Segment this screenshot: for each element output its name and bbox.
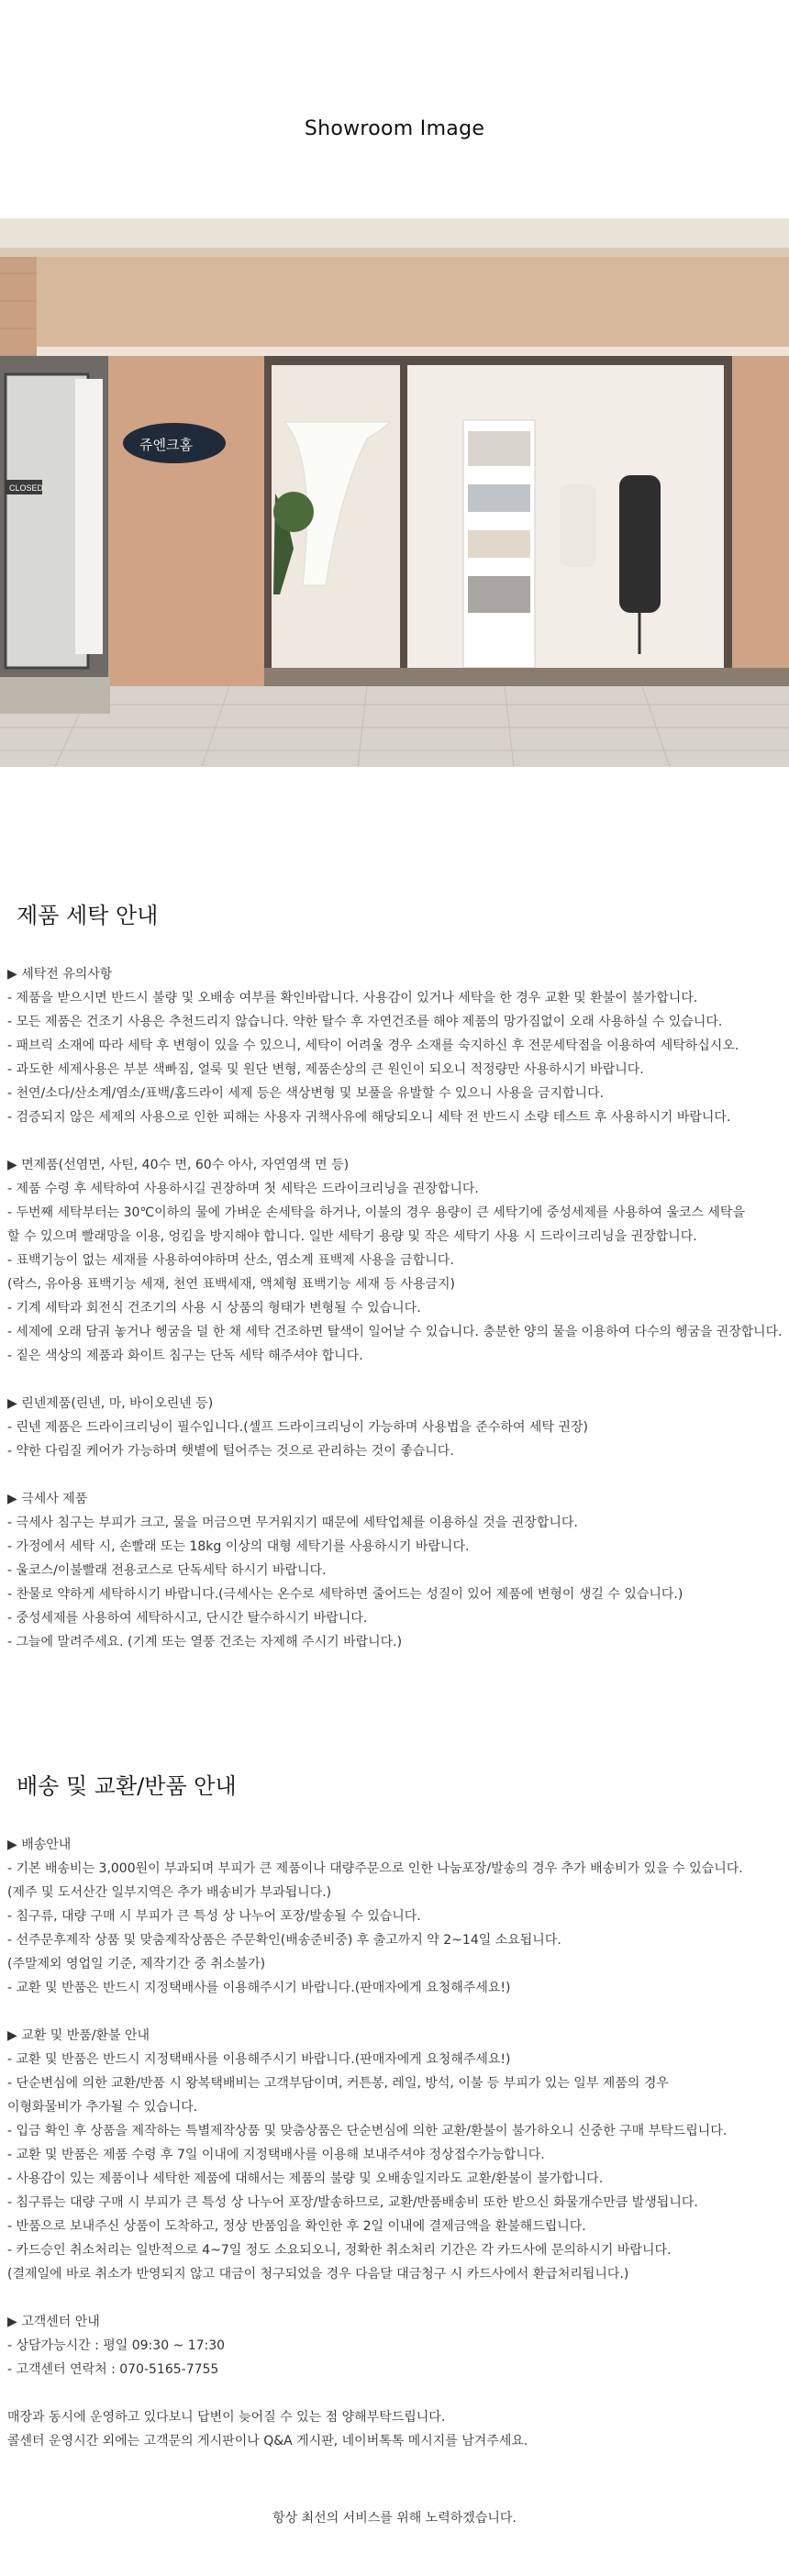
group-heading: ▶ 세탁전 유의사항 — [7, 967, 113, 982]
info-line: - 고객센터 연락처 : 070-5165-7755 — [7, 2362, 219, 2377]
shipping-guide-body — [7, 1833, 782, 2477]
info-line: 콜센터 운영시간 외에는 고객문의 게시판이나 Q&A 게시판, 네이버톡톡 메시지를 남겨주세요. — [7, 2434, 528, 2448]
info-group — [7, 2405, 782, 2453]
info-line: 할 수 있으며 빨래망을 이용, 엉킴을 방지해야 합니다. 일반 세탁기 용량 및 작은 세탁기 사용 시 드라이크리닝을 권장합니다. — [7, 1229, 697, 1244]
info-line: - 표백기능이 없는 세재를 사용하여야하며 산소, 염소계 표백제 사용을 금합니다. — [7, 1253, 454, 1268]
info-line: - 침구류, 대량 구매 시 부피가 큰 특성 상 나누어 포장/발송될 수 있습니다. — [7, 1909, 421, 1924]
info-line: - 그늘에 말려주세요. (기계 또는 열풍 건조는 자제해 주시기 바랍니다.) — [7, 1635, 403, 1649]
shipping-guide-title: 배송 및 교환/반품 안내 — [17, 1773, 237, 1799]
info-line: - 침구류는 대량 구매 시 부피가 큰 특성 상 나누어 포장/발송하므로, 교환/반품배송비 또한 받으신 화물개수만큼 발생됩니다. — [7, 2195, 698, 2210]
info-line: - 카드승인 취소처리는 일반적으로 4~7일 정도 소요되오니, 정확한 취소처리 기간은 각 카드사에 문의하시기 바랍니다. — [7, 2243, 672, 2258]
info-line: - 입금 확인 후 상품을 제작하는 특별제작상품 및 맞춤상품은 단순변심에 의한 교환/환불이 불가하오니 신중한 구매 부탁드립니다. — [7, 2124, 728, 2138]
info-group — [7, 1833, 782, 2000]
info-line: (락스, 유아용 표백기능 세재, 천연 표백세재, 액체형 표백기능 세재 등 사용금지) — [7, 1277, 456, 1292]
info-line: - 패브릭 소재에 따라 세탁 후 변형이 있을 수 있으니, 세탁이 어려울 경우 소재를 숙지하신 후 전문세탁점을 이용하여 세탁하십시오. — [7, 1038, 739, 1053]
info-line: (주말제외 영업일 기준, 제작기간 중 취소불가) — [7, 1957, 266, 1971]
info-group — [7, 1153, 782, 1368]
info-line: - 상담가능시간 : 평일 09:30 ~ 17:30 — [7, 2338, 226, 2353]
showroom-title: Showroom Image — [304, 117, 485, 140]
info-group — [7, 2310, 782, 2382]
info-line: - 단순변심에 의한 교환/반품 시 왕복택배비는 고객부담이며, 커튼봉, 레일, 방석, 이불 등 부피가 있는 일부 제품의 경우 — [7, 2076, 669, 2091]
info-line: - 세제에 오래 담궈 놓거나 헹굼을 덜 한 채 세탁 건조하면 탈색이 일어날 수 있습니다. 충분한 양의 물을 이용하여 다수의 헹굼을 권장합니다. — [7, 1325, 783, 1339]
info-line: - 짙은 색상의 제품과 화이트 침구는 단독 세탁 해주셔야 합니다. — [7, 1349, 363, 1363]
group-heading: ▶ 배송안내 — [7, 1838, 72, 1852]
info-line: - 천연/소다/산소계/염소/표백/홈드라이 세제 등은 색상변형 및 보풀을 유발할 수 있으니 사용을 금지합니다. — [7, 1086, 605, 1101]
washing-guide-title: 제품 세탁 안내 — [17, 903, 159, 928]
group-heading: ▶ 린넨제품(린넨, 마, 바이오린넨 등) — [7, 1396, 214, 1411]
info-line: - 울코스/이불빨래 전용코스로 단독세탁 하시기 바랍니다. — [7, 1563, 327, 1578]
info-line: (결제일에 바로 취소가 반영되지 않고 대금이 청구되었을 경우 다음달 대금청구 시 카드사에서 환급처리됩니다.) — [7, 2267, 629, 2282]
washing-guide-body — [7, 962, 782, 1678]
info-line: - 두번째 세탁부터는 30℃이하의 물에 가벼운 손세탁을 하거나, 이불의 경우 용량이 큰 세탁기에 중성세제를 사용하여 울코스 세탁을 — [7, 1205, 745, 1220]
footer-message: 항상 최선의 서비스를 위해 노력하겠습니다. — [272, 2511, 517, 2526]
info-line: - 제품 수령 후 세탁하여 사용하시길 권장하며 첫 세탁은 드라이크리닝을 권장합니다. — [7, 1182, 479, 1196]
closed-sign-text: CLOSED — [9, 483, 44, 493]
info-line: - 기본 배송비는 3,000원이 부과되며 부피가 큰 제품이나 대량주문으로 인한 나눔포장/발송의 경우 추가 배송비가 있을 수 있습니다. — [7, 1861, 743, 1876]
group-heading: ▶ 면제품(선염면, 사틴, 40수 면, 60수 아사, 자연염색 면 등) — [7, 1158, 350, 1172]
group-heading: ▶ 교환 및 반품/환불 안내 — [7, 2028, 150, 2043]
info-group — [7, 1487, 782, 1654]
info-line: - 중성세제를 사용하여 세탁하시고, 단시간 탈수하시기 바랍니다. — [7, 1611, 368, 1626]
info-line: - 검증되지 않은 세제의 사용으로 인한 피해는 사용자 귀책사유에 해당되오니 세탁 전 반드시 소량 테스트 후 사용하시기 바랍니다. — [7, 1110, 731, 1125]
info-line: - 기계 세탁과 회전식 건조기의 사용 시 상품의 형태가 변형될 수 있습니다. — [7, 1301, 421, 1316]
store-sign-text: 쥬엔크홈 — [139, 437, 193, 453]
info-line: - 교환 및 반품은 반드시 지정택배사를 이용해주시기 바랍니다.(판매자에게 요청해주세요!) — [7, 1981, 511, 1995]
info-line: - 과도한 세제사용은 부분 색빠짐, 얼룩 및 원단 변형, 제품손상의 큰 원인이 되오니 적정량만 사용하시기 바랍니다. — [7, 1062, 644, 1077]
group-heading: ▶ 고객센터 안내 — [7, 2315, 100, 2329]
info-line: - 반품으로 보내주신 상품이 도착하고, 정상 반품임을 확인한 후 2일 이내에 결제금액을 환불해드립니다. — [7, 2219, 586, 2234]
info-line: - 교환 및 반품은 반드시 지정택배사를 이용해주시기 바랍니다.(판매자에게 요청해주세요!) — [7, 2052, 511, 2067]
info-group — [7, 1392, 782, 1463]
info-line: - 린넨 제품은 드라이크리닝이 필수입니다.(셀프 드라이크리닝이 가능하며 사용법을 준수하여 세탁 권장) — [7, 1420, 588, 1435]
info-line: 매장과 동시에 운영하고 있다보니 답변이 늦어질 수 있는 점 양해부탁드립니다. — [7, 2410, 446, 2425]
info-line: - 사용감이 있는 제품이나 세탁한 제품에 대해서는 제품의 불량 및 오배송일지라도 교환/환불이 불가합니다. — [7, 2171, 604, 2186]
info-line: - 극세사 침구는 부피가 크고, 물을 머금으면 무거워지기 때문에 세탁업체를 이용하실 것을 권장합니다. — [7, 1516, 578, 1530]
info-line: - 모든 제품은 건조기 사용은 추천드리지 않습니다. 약한 탈수 후 자연건조를 해야 제품의 망가짐없이 오래 사용하실 수 있습니다. — [7, 1015, 723, 1029]
info-line: - 찬물로 약하게 세탁하시기 바랍니다.(극세사는 온수로 세탁하면 줄어드는 성질이 있어 제품에 변형이 생길 수 있습니다.) — [7, 1587, 683, 1602]
showroom-photo — [0, 218, 789, 767]
info-line: - 가정에서 세탁 시, 손빨래 또는 18kg 이상의 대형 세탁기를 사용하시기 바랍니다. — [7, 1539, 470, 1554]
group-heading: ▶ 극세사 제품 — [7, 1492, 88, 1506]
info-group — [7, 962, 782, 1129]
info-line: - 약한 다림질 케어가 가능하며 햇볕에 털어주는 것으로 관리하는 것이 좋습니다. — [7, 1444, 454, 1459]
info-line: (제주 및 도서산간 일부지역은 추가 배송비가 부과됩니다.) — [7, 1885, 332, 1900]
info-line: - 교환 및 반품은 제품 수령 후 7일 이내에 지정택배사를 이용해 보내주셔야 정상접수가능합니다. — [7, 2148, 545, 2162]
info-line: 이형화물비가 추가될 수 있습니다. — [7, 2100, 198, 2115]
info-line: - 제품을 받으시면 반드시 불량 및 오배송 여부를 확인바랍니다. 사용감이 있거나 세탁을 한 경우 교환 및 환불이 불가합니다. — [7, 991, 698, 1005]
info-group — [7, 2024, 782, 2286]
info-line: - 선주문후제작 상품 및 맞춤제작상품은 주문확인(배송준비중) 후 출고까지 약 2~14일 소요됩니다. — [7, 1933, 561, 1948]
